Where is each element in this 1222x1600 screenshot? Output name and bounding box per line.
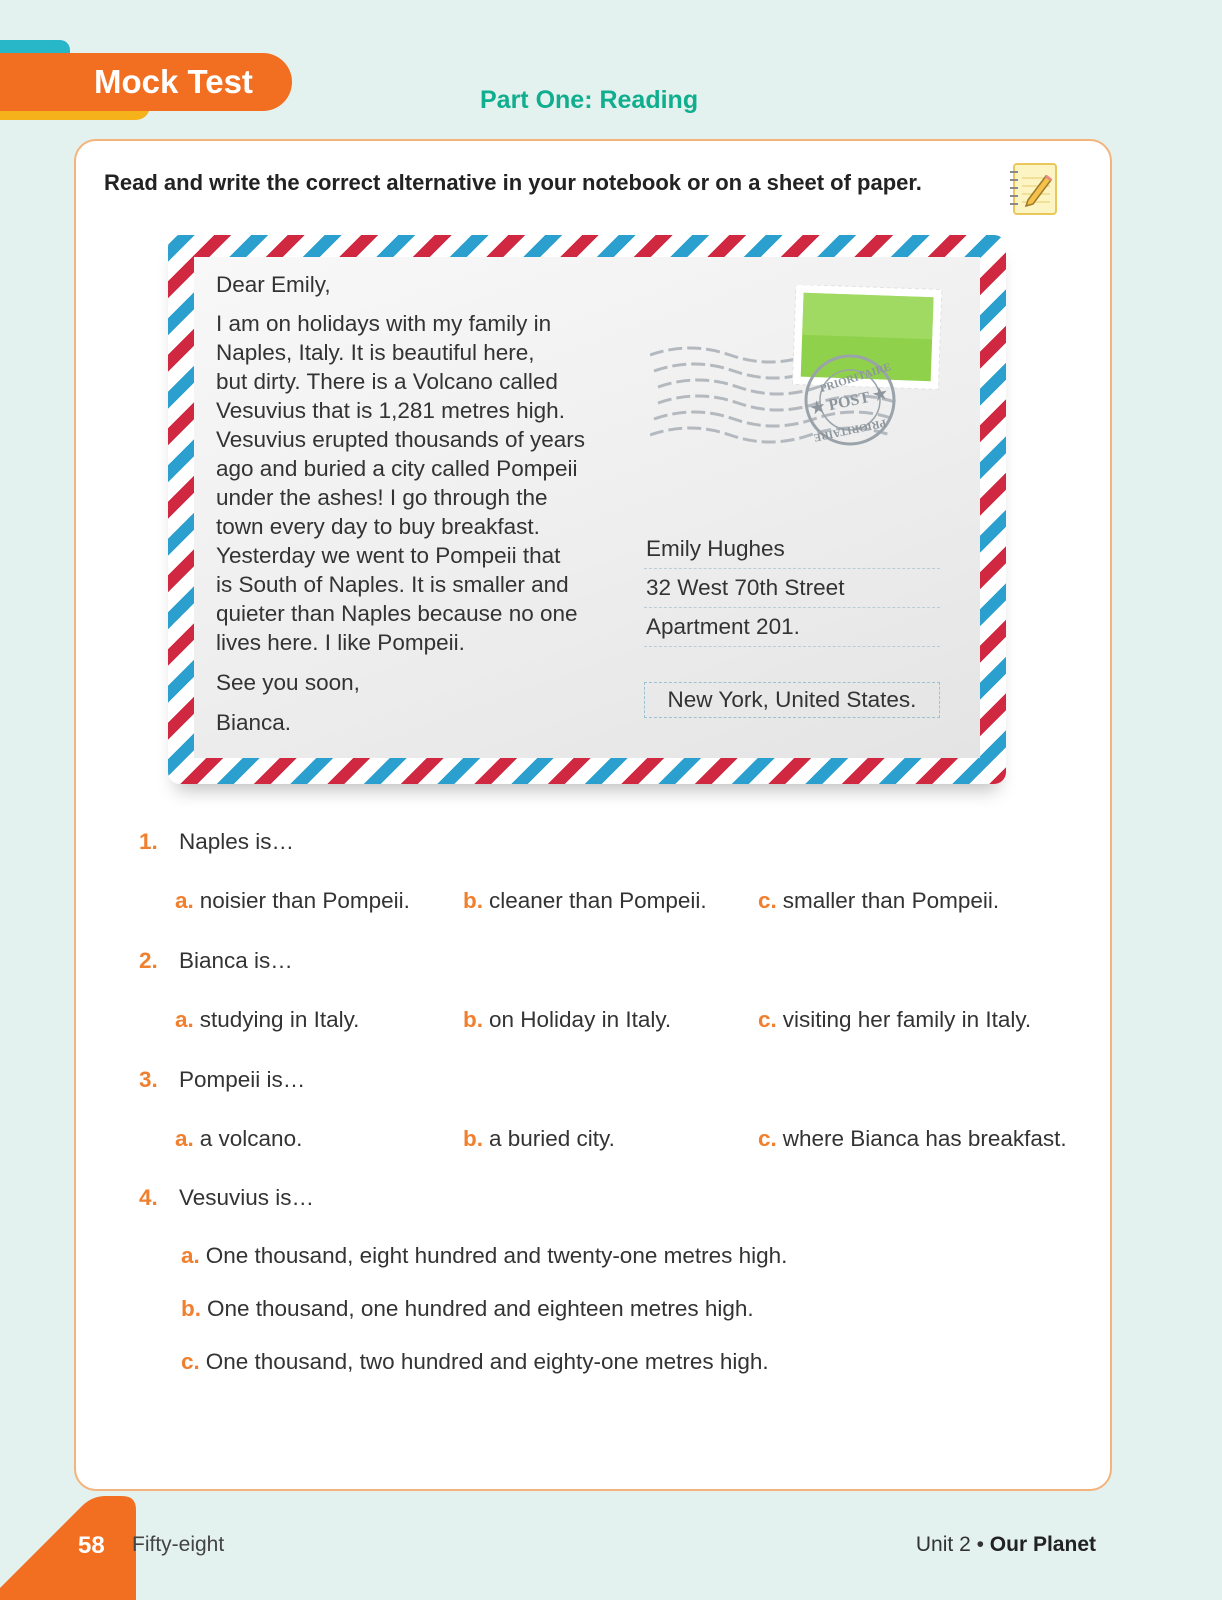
letter-line: but dirty. There is a Volcano called — [216, 369, 558, 394]
letter-line: lives here. I like Pompeii. — [216, 630, 465, 655]
letter-line: town every day to buy breakfast. — [216, 514, 540, 539]
postage-stamp-icon — [650, 285, 960, 465]
notebook-pencil-icon — [1006, 160, 1060, 218]
postmark-top-text: PRIORITAIRE — [818, 360, 893, 396]
question-number: 3. — [139, 1067, 158, 1092]
postmark-mid-text: ★ POST ★ — [809, 385, 890, 419]
option-letter: c. — [758, 888, 777, 913]
unit-separator: • — [976, 1533, 984, 1556]
option-letter: b. — [463, 888, 483, 913]
question-1 — [139, 829, 294, 855]
question-2 — [139, 948, 293, 974]
postmark-bottom-text: PRIORITAIRE — [812, 416, 888, 444]
option-letter: a. — [181, 1243, 200, 1268]
option-text: One thousand, eight hundred and twenty-one metres high. — [205, 1243, 788, 1268]
option-text: cleaner than Pompeii. — [489, 888, 707, 913]
question-number: 4. — [139, 1185, 158, 1210]
option-text: smaller than Pompeii. — [782, 888, 1000, 913]
page-number: 58 — [78, 1532, 105, 1559]
option-letter: a. — [175, 888, 194, 913]
option-2b — [463, 1007, 671, 1033]
question-stem: Bianca is… — [179, 948, 293, 973]
unit-footer — [916, 1533, 1096, 1557]
option-3c — [758, 1126, 1067, 1152]
question-4 — [139, 1185, 314, 1211]
option-letter: b. — [463, 1007, 483, 1032]
option-4c — [181, 1349, 769, 1375]
option-text: One thousand, one hundred and eighteen metres high. — [207, 1296, 754, 1321]
mock-test-badge — [0, 53, 292, 111]
unit-title: Our Planet — [989, 1533, 1096, 1556]
question-number: 1. — [139, 829, 158, 854]
option-letter: b. — [181, 1296, 201, 1321]
option-1b — [463, 888, 707, 914]
option-text: noisier than Pompeii. — [199, 888, 410, 913]
letter-body — [216, 309, 636, 657]
address-street: 32 West 70th Street — [644, 569, 940, 608]
instruction-text: Read and write the correct alternative in your notebook or on a sheet of paper. — [104, 170, 922, 195]
option-letter: a. — [175, 1007, 194, 1032]
unit-label: Unit 2 — [915, 1533, 971, 1556]
letter-greeting: Dear Emily, — [216, 272, 331, 297]
address-name: Emily Hughes — [644, 530, 940, 569]
letter-line: I am on holidays with my family in — [216, 311, 552, 336]
recipient-address — [644, 530, 940, 647]
option-letter: b. — [463, 1126, 483, 1151]
postcard-letter — [216, 270, 636, 737]
option-text: a buried city. — [489, 1126, 615, 1151]
option-2a — [175, 1007, 359, 1033]
question-number: 2. — [139, 948, 158, 973]
letter-line: Vesuvius erupted thousands of years — [216, 427, 585, 452]
letter-line: Vesuvius that is 1,281 metres high. — [216, 398, 565, 423]
letter-line: Naples, Italy. It is beautiful here, — [216, 340, 535, 365]
question-stem: Naples is… — [179, 829, 295, 854]
option-text: One thousand, two hundred and eighty-one metres high. — [205, 1349, 769, 1374]
letter-line: Yesterday we went to Pompeii that — [216, 543, 561, 568]
option-text: a volcano. — [199, 1126, 303, 1151]
letter-line: ago and buried a city called Pompeii — [216, 456, 578, 481]
option-1c — [758, 888, 999, 914]
letter-line: under the ashes! I go through the — [216, 485, 548, 510]
option-letter: a. — [175, 1126, 194, 1151]
letter-closing: See you soon, — [216, 670, 360, 695]
letter-line: quieter than Naples because no one — [216, 601, 578, 626]
option-text: studying in Italy. — [199, 1007, 360, 1032]
option-4b — [181, 1296, 754, 1322]
option-letter: c. — [758, 1007, 777, 1032]
part-title: Part One: Reading — [480, 86, 699, 114]
letter-signature: Bianca. — [216, 710, 292, 735]
option-3b — [463, 1126, 615, 1152]
question-stem: Pompeii is… — [179, 1067, 306, 1092]
page-number-words: Fifty-eight — [132, 1533, 225, 1556]
mock-test-label: Mock Test — [94, 63, 253, 100]
option-text: on Holiday in Italy. — [489, 1007, 672, 1032]
option-text: where Bianca has breakfast. — [782, 1126, 1067, 1151]
option-3a — [175, 1126, 302, 1152]
option-1a — [175, 888, 410, 914]
option-letter: c. — [758, 1126, 777, 1151]
address-apartment: Apartment 201. — [644, 608, 940, 647]
address-city: New York, United States. — [644, 682, 940, 718]
option-letter: c. — [181, 1349, 200, 1374]
question-stem: Vesuvius is… — [179, 1185, 315, 1210]
option-2c — [758, 1007, 1031, 1033]
option-text: visiting her family in Italy. — [782, 1007, 1032, 1032]
letter-line: is South of Naples. It is smaller and — [216, 572, 569, 597]
option-4a — [181, 1243, 787, 1269]
question-3 — [139, 1067, 305, 1093]
